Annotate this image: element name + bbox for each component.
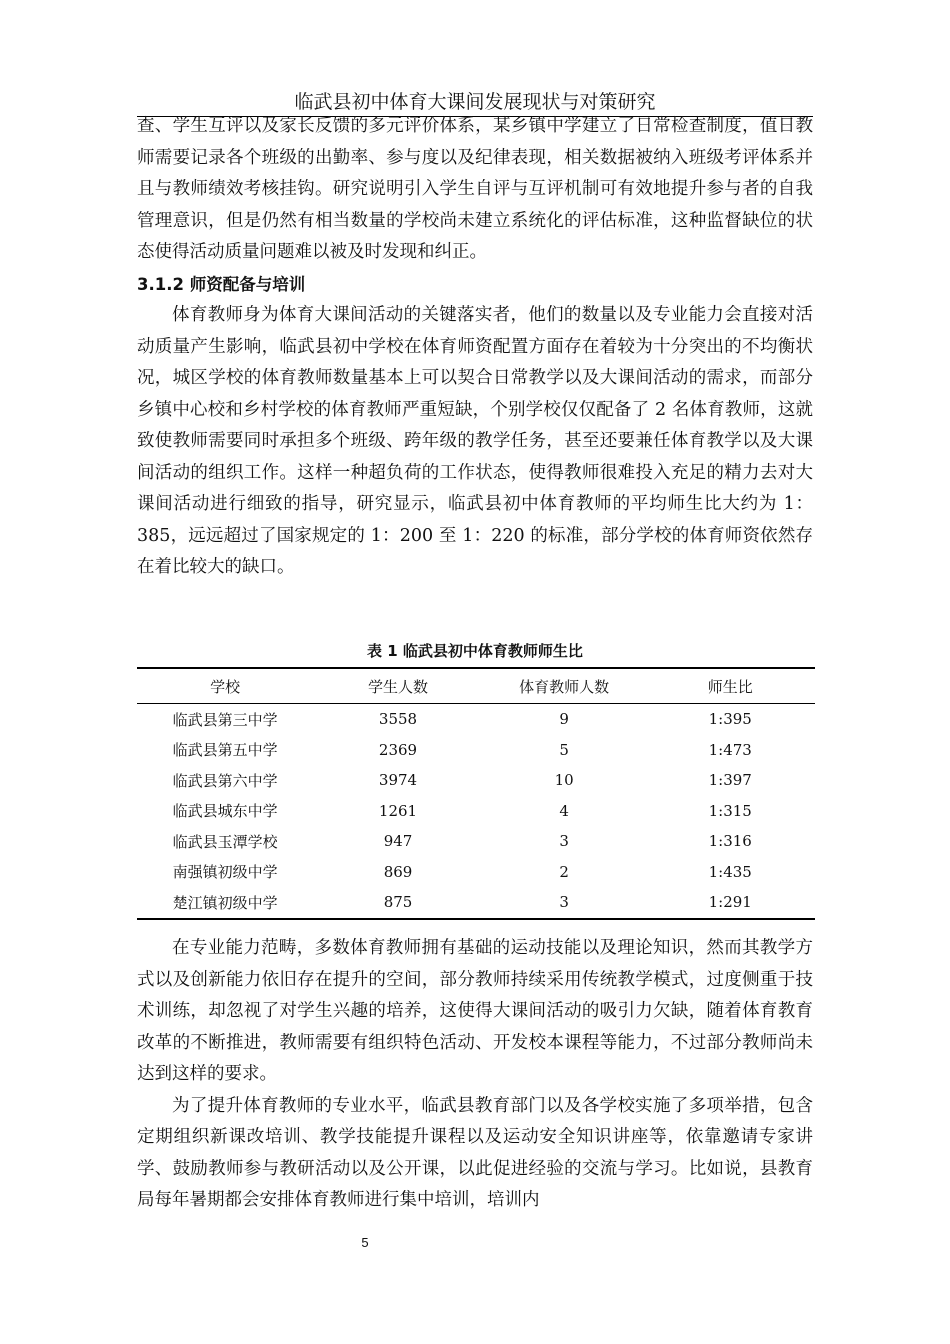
cell-school: 临武县城东中学 xyxy=(172,802,278,821)
section-heading: 3.1.2 师资配备与培训 xyxy=(137,274,306,294)
cell-ratio: 1:395 xyxy=(708,710,752,729)
cell-students: 2369 xyxy=(378,740,418,759)
table-row xyxy=(137,887,815,919)
table-row xyxy=(137,826,815,857)
table-header-row xyxy=(137,668,815,704)
col-header-ratio: 师生比 xyxy=(645,668,815,704)
cell-ratio: 1:315 xyxy=(708,801,752,820)
cell-students: 1261 xyxy=(378,801,418,820)
cell-ratio: 1:291 xyxy=(645,887,815,919)
cell-students: 947 xyxy=(383,832,413,851)
cell-teachers: 3 xyxy=(559,832,569,851)
paragraph-evaluation: 查、学生互评以及家长反馈的多元评价体系，某乡镇中学建立了日常检查制度，值日教师需要记录各个班级的出勤率、参与度以及纪律表现，相关数据被纳入班级考评体系并且与教师绩效考核挂钩。研究说明引入学生自评与互评机制可有效地提升参与者的自我管理意识，但是仍然有相当数量的学校尚未建立系统化的评估标准，这种监督缺位的状态使得活动质量问题难以被及时发现和纠正。 xyxy=(137,116,813,262)
cell-school: 临武县玉潭学校 xyxy=(172,832,278,851)
table-row xyxy=(137,735,815,766)
cell-teachers: 3 xyxy=(483,887,646,919)
cell-students: 869 xyxy=(383,862,413,881)
col-header-teachers: 体育教师人数 xyxy=(483,668,646,704)
cell-school: 临武县第三中学 xyxy=(172,710,278,729)
cell-teachers: 2 xyxy=(559,862,569,881)
cell-teachers: 10 xyxy=(554,771,574,790)
cell-teachers: 4 xyxy=(559,801,569,820)
cell-teachers: 5 xyxy=(559,740,569,759)
table-row xyxy=(137,796,815,827)
col-header-school: 学校 xyxy=(137,668,313,704)
cell-students: 3974 xyxy=(378,771,418,790)
cell-school: 楚江镇初级中学 xyxy=(137,887,313,919)
table-row xyxy=(137,704,815,735)
paragraph-training: 为了提升体育教师的专业水平，临武县教育部门以及各学校实施了多项举措，包含定期组织新课改培训、教学技能提升课程以及运动安全知识讲座等，依靠邀请专家讲学、鼓励教师参与教研活动以及公开课，以此促进经验的交流与学习。比如说，县教育局每年暑期都会安排体育教师进行集中培训，培训内 xyxy=(137,1095,813,1210)
cell-teachers: 9 xyxy=(559,710,569,729)
cell-school: 临武县第五中学 xyxy=(172,741,278,760)
table-caption: 表 1 临武县初中体育教师师生比 xyxy=(367,642,583,660)
lower-text-block xyxy=(137,933,813,1217)
page-number: 5 xyxy=(361,1235,369,1250)
teacher-ratio-table xyxy=(137,667,815,920)
cell-school: 临武县第六中学 xyxy=(172,771,278,790)
cell-ratio: 1:316 xyxy=(708,832,752,851)
table-row xyxy=(137,765,815,796)
upper-text-block xyxy=(137,111,813,584)
running-header: 临武县初中体育大课间发展现状与对策研究 xyxy=(137,90,813,117)
cell-ratio: 1:473 xyxy=(708,740,752,759)
col-header-students: 学生人数 xyxy=(313,668,483,704)
cell-students: 3558 xyxy=(378,710,418,729)
paragraph-ability: 在专业能力范畴，多数体育教师拥有基础的运动技能以及理论知识，然而其教学方式以及创新能力依旧存在提升的空间，部分教师持续采用传统教学模式，过度侧重于技术训练，却忽视了对学生兴趣的培养，这使得大课间活动的吸引力欠缺，随着体育教育改革的不断推进，教师需要有组织特色活动、开发校本课程等能力，不过部分教师尚未达到这样的要求。 xyxy=(137,938,813,1084)
paragraph-staffing: 体育教师身为体育大课间活动的关键落实者，他们的数量以及专业能力会直接对活动质量产生影响，临武县初中学校在体育师资配置方面存在着较为十分突出的不均衡状况，城区学校的体育教师数量基本上可以契合日常教学以及大课间活动的需求，而部分乡镇中心校和乡村学校的体育教师严重短缺，个别学校仅仅配备了 2 名体育教师，这就致使教师需要同时承担多个班级、跨年级的教学任务，甚至还要兼任体育教学以及大课间活动的组织工作。这样一种超负荷的工作状态，使得教师很难投入充足的精力去对大课间活动进行细致的指导，研究显示，临武县初中体育教师的平均师生比大约为 1：385，远远超过了国家规定的 1：200 至 1：220 的标准，部分学校的体育师资依然存在着比较大的缺口。 xyxy=(137,305,813,577)
cell-ratio: 1:397 xyxy=(708,771,752,790)
table-row xyxy=(137,857,815,888)
cell-ratio: 1:435 xyxy=(708,862,752,881)
cell-students: 875 xyxy=(313,887,483,919)
cell-school: 南强镇初级中学 xyxy=(172,863,278,882)
